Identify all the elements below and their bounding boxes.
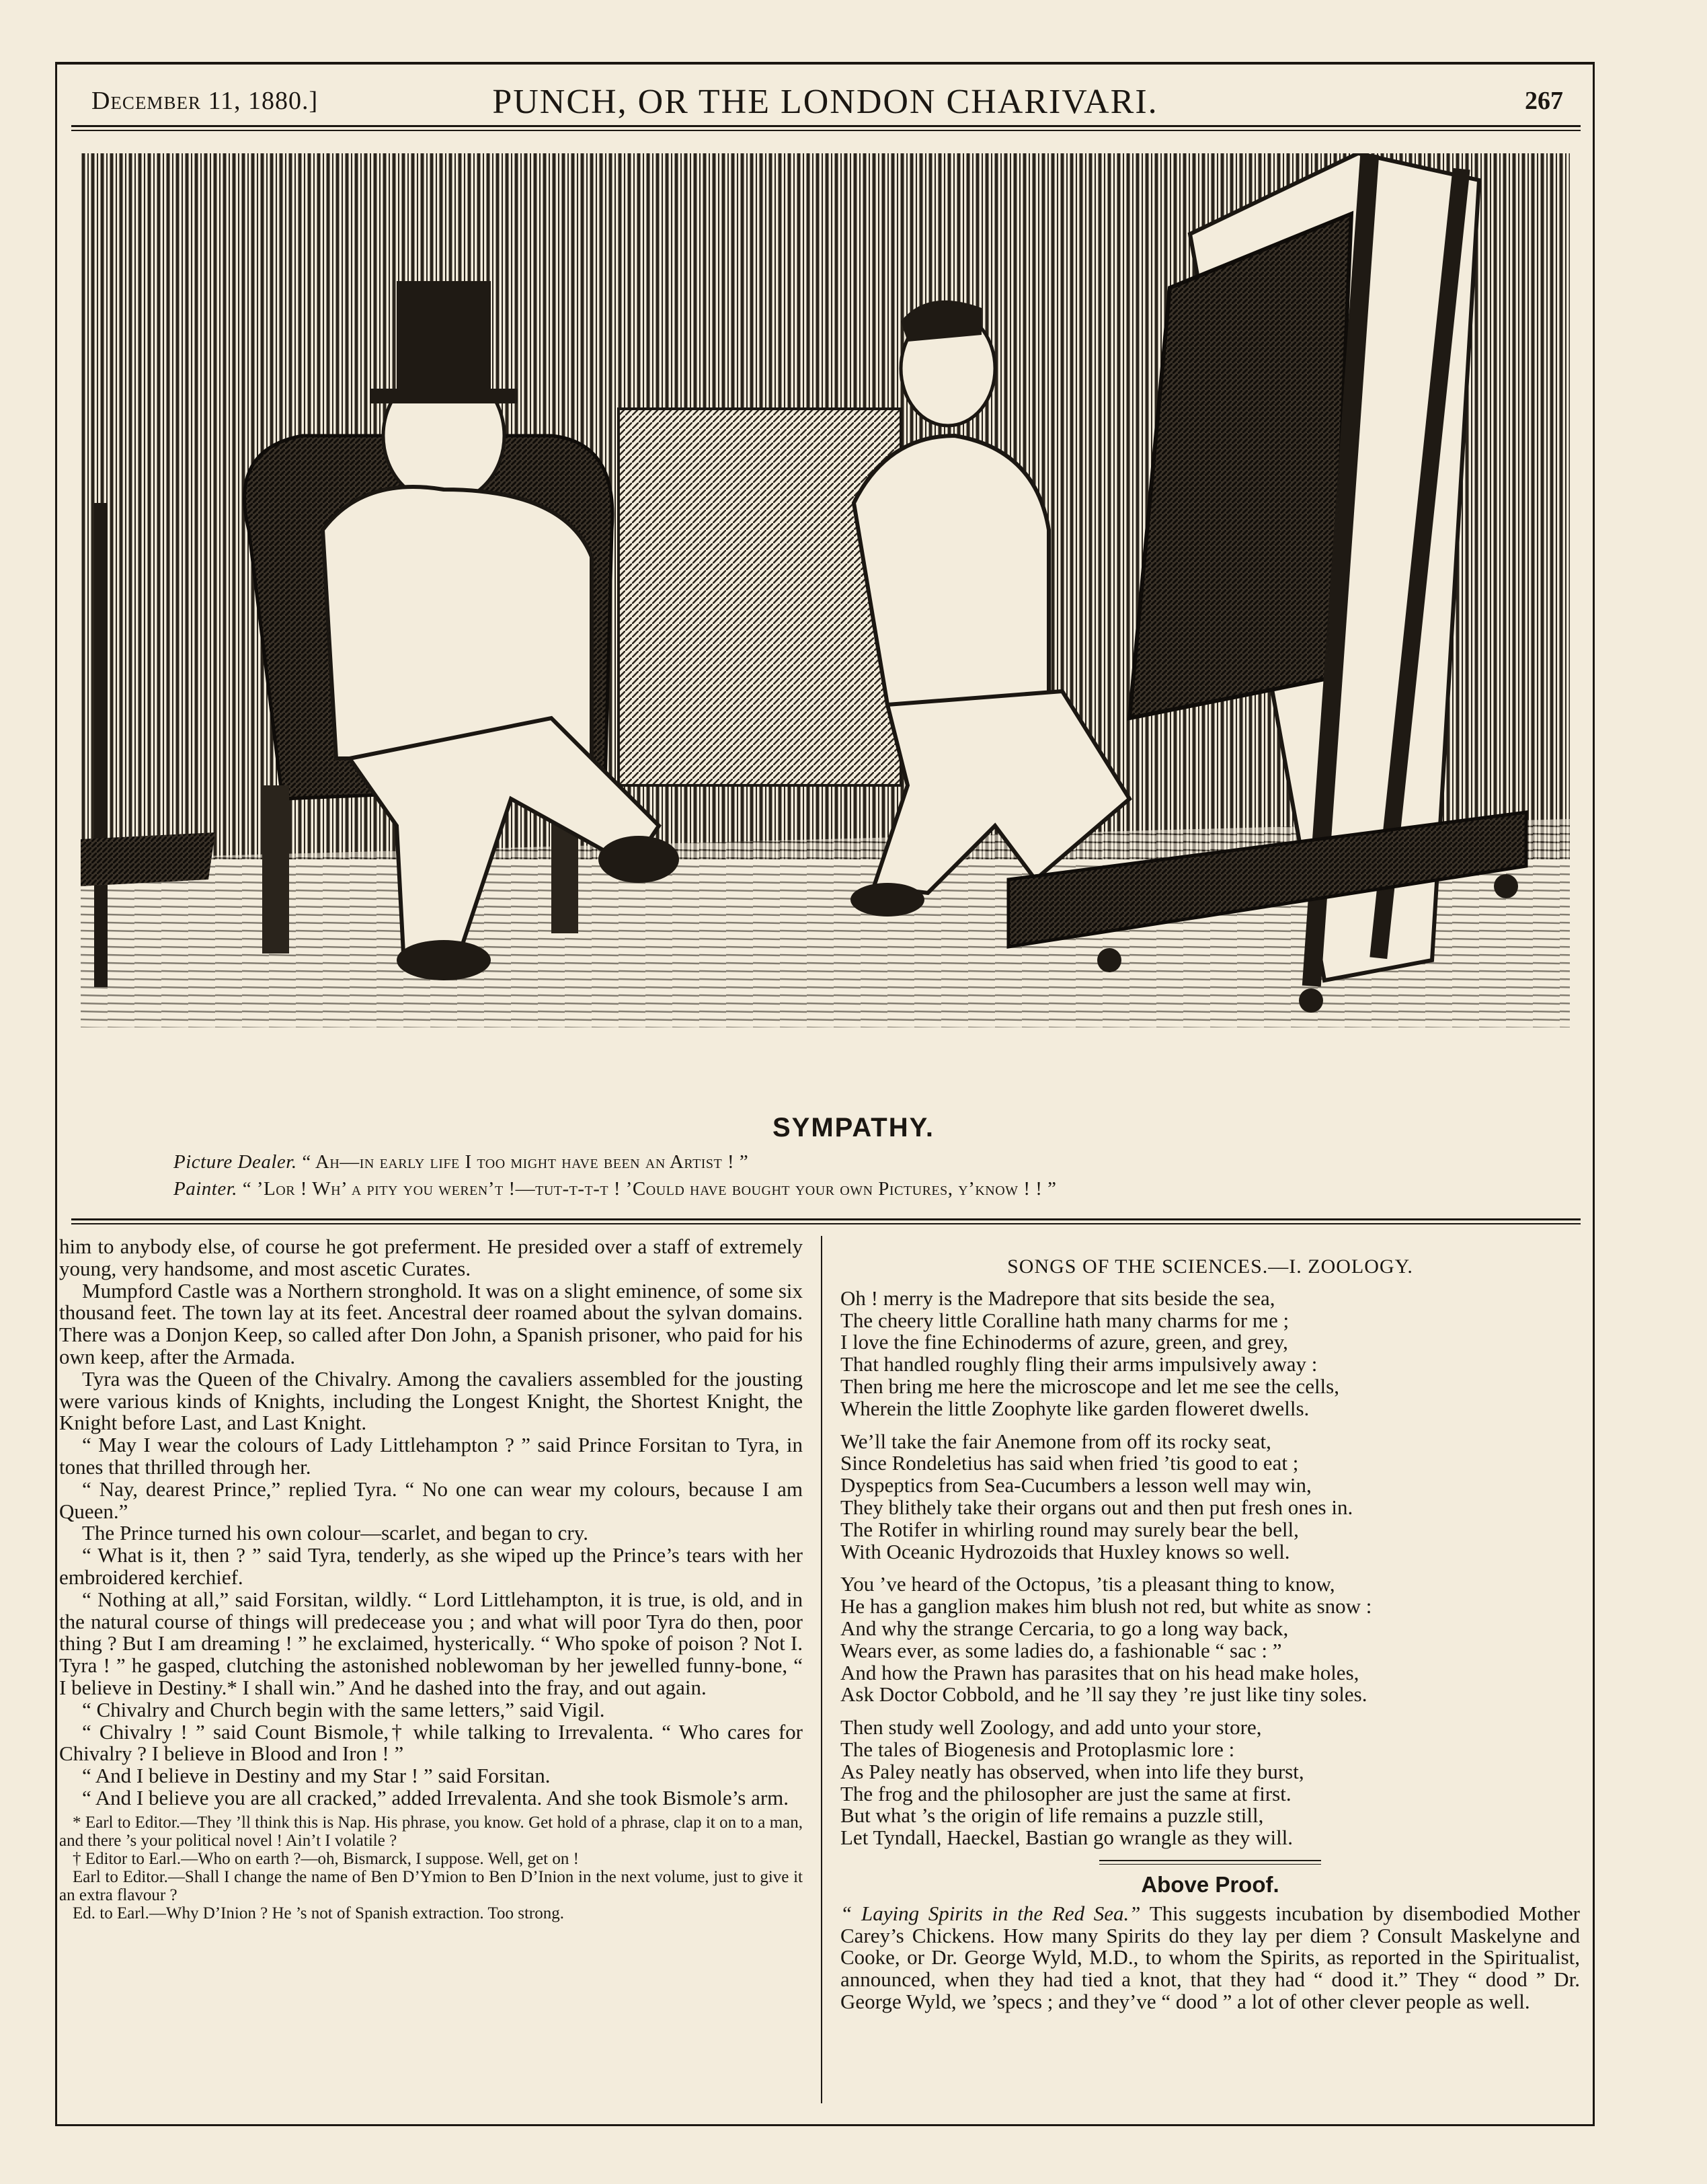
footnote: Ed. to Earl.—Why D’Inion ? He ’s not of Spanish extraction. Too strong. xyxy=(73,1904,564,1922)
footnotes xyxy=(59,1814,803,1922)
paragraph: “ And I believe in Destiny and my Star ! ” said Forsitan. xyxy=(82,1764,551,1788)
songs-title: SONGS OF THE SCIENCES.—I. ZOOLOGY. xyxy=(1007,1255,1413,1278)
cartoon-title: SYMPATHY. xyxy=(772,1113,935,1142)
page-number: 267 xyxy=(1525,87,1563,115)
footnote: * Earl to Editor.—They ’ll think this is Nap. His phrase, you know. Get hold of a phrase, clap it on to a man, and there ’s your political novel ! Ain’t I volatile ? xyxy=(59,1813,803,1850)
caption-line-1 xyxy=(173,1151,748,1173)
right-column xyxy=(840,1256,1580,2013)
verse-line: Ask Doctor Cobbold, and he ’ll say they ’re just like tiny soles. xyxy=(840,1682,1367,1707)
stanza xyxy=(840,1573,1580,1706)
verse-line: Wears ever, as some ladies do, a fashionable “ sac : ” xyxy=(840,1638,1282,1662)
header-rule xyxy=(71,125,1581,131)
caption-rule xyxy=(71,1218,1581,1224)
verse-line: Oh ! merry is the Madrepore that sits beside the sea, xyxy=(840,1286,1275,1310)
verse-line: The cheery little Coralline hath many charms for me ; xyxy=(840,1308,1289,1332)
issue-date: December 11, 1880.] xyxy=(91,87,319,115)
verse-line: They blithely take their organs out and then put fresh ones in. xyxy=(840,1495,1353,1519)
caption-speaker-2: Painter. xyxy=(173,1178,238,1200)
caption-line-2 xyxy=(173,1178,1057,1200)
paragraph: “ What is it, then ? ” said Tyra, tenderly, as she wiped up the Prince’s tears with her embroidered kerchief. xyxy=(59,1543,803,1589)
paragraph: “ May I wear the colours of Lady Littlehampton ? ” said Prince Forsitan to Tyra, in tones that thrilled through her. xyxy=(59,1433,803,1479)
column-divider xyxy=(821,1236,822,2103)
above-proof-text: This suggests incubation by disembodied Mother Carey’s Chickens. How many Spirits do they lay per diem ? Consult Maskelyne and Cooke, or Dr. George Wyld, M.D., to whom the Spirits, as reported in the Spiritualist, announced, when they had tied a knot, that they had “ dood it.” They “ dood ” Dr. George Wyld, we ’specs ; and they’ve “ dood ” a lot of other clever people as well. xyxy=(840,1901,1580,2013)
verse-line: He has a ganglion makes him blush not red, but white as snow : xyxy=(840,1594,1372,1618)
caption-text-2: “ ’Lor ! Wh’ a pity you weren’t !—tut-t-t-t ! ’Could have bought your own Pictures, y’know ! ! ” xyxy=(242,1178,1057,1200)
paragraph: him to anybody else, of course he got preferment. He presided over a staff of extremely young, very handsome, and most ascetic Curates. xyxy=(59,1235,803,1280)
section-rule xyxy=(1099,1860,1321,1865)
verse-line: As Paley neatly has observed, when into life they burst, xyxy=(840,1759,1304,1783)
masthead-title: PUNCH, OR THE LONDON CHARIVARI. xyxy=(492,83,1158,121)
verse-line: The tales of Biogenesis and Protoplasmic lore : xyxy=(840,1737,1235,1761)
verse-line: You ’ve heard of the Octopus, ’tis a pleasant thing to know, xyxy=(840,1572,1335,1596)
verse-line: That handled roughly fling their arms impulsively away : xyxy=(840,1352,1318,1376)
verse-line: I love the fine Echinoderms of azure, green, and grey, xyxy=(840,1330,1288,1354)
verse-line: The Rotifer in whirling round may surely bear the bell, xyxy=(840,1517,1299,1541)
paragraph: Tyra was the Queen of the Chivalry. Among the cavaliers assembled for the jousting were various kinds of Knights, including the Longest Knight, the Shortest Knight, the Knight before Last, and Last Knight. xyxy=(59,1366,803,1435)
verse-line: And how the Prawn has parasites that on his head make holes, xyxy=(840,1660,1359,1684)
paragraph: “ Nay, dearest Prince,” replied Tyra. “ No one can wear my colours, because I am Queen.” xyxy=(59,1477,803,1523)
verse-line: Since Rondeletius has said when fried ’tis good to eat ; xyxy=(840,1451,1299,1475)
caption-text-1: “ Ah—in early life I too might have been an Artist ! ” xyxy=(302,1151,749,1173)
paragraph: “ And I believe you are all cracked,” added Irrevalenta. And she took Bismole’s arm. xyxy=(82,1785,789,1809)
above-proof-title: Above Proof. xyxy=(1141,1871,1279,1897)
stanza xyxy=(840,1288,1580,1420)
paragraph: The Prince turned his own colour—scarlet, and began to cry. xyxy=(82,1521,588,1545)
paragraph: “ Nothing at all,” said Forsitan, wildly. “ Lord Littlehampton, it is true, is old, and in the natural course of things will predecease you ; and what will poor Tyra do then, poor thing ? But I am dreaming ! ” he exclaimed, hysterically. “ Who spoke of poison ? Not I. Tyra ! ” he gasped, clutching the astonished noblewoman by her jewelled funny-bone, “ I believe in Destiny.* I shall win.” And he dashed into the fray, and out again. xyxy=(59,1587,803,1699)
above-proof-quote: “ Laying Spirits in the Red Sea.” xyxy=(840,1901,1141,1925)
paragraph: Mumpford Castle was a Northern stronghold. It was on a slight eminence, of some six thousand feet. The town lay at its feet. Ancestral deer roamed about the sylvan domains. There was a Donjon Keep, so called after Don John, a Spanish prisoner, who paid for his own keep, after the Armada. xyxy=(59,1278,803,1368)
left-column xyxy=(59,1236,803,1922)
verse-line: Then study well Zoology, and add unto your store, xyxy=(840,1715,1262,1740)
verse-line: And why the strange Cercaria, to go a long way back, xyxy=(840,1616,1289,1640)
stanza xyxy=(840,1717,1580,1849)
cartoon-illustration xyxy=(81,153,1570,1095)
above-proof-paragraph xyxy=(840,1903,1580,2013)
footnote: Earl to Editor.—Shall I change the name of Ben D’Ymion to Ben D’Inion in the next volume, just to give it an extra flavour ? xyxy=(59,1867,803,1904)
paragraph: “ Chivalry and Church begin with the same letters,” said Vigil. xyxy=(82,1697,605,1721)
verse-line: Let Tyndall, Haeckel, Bastian go wrangle as they will. xyxy=(840,1826,1294,1850)
caption-speaker-1: Picture Dealer. xyxy=(173,1151,297,1173)
verse-line: We’ll take the fair Anemone from off its rocky seat, xyxy=(840,1429,1271,1453)
verse-line: But what ’s the origin of life remains a puzzle still, xyxy=(840,1803,1264,1828)
verse-line: Wherein the little Zoophyte like garden floweret dwells. xyxy=(840,1396,1310,1420)
paragraph: “ Chivalry ! ” said Count Bismole,† while talking to Irrevalenta. “ Who cares for Chivalry ? I believe in Blood and Iron ! ” xyxy=(59,1719,803,1766)
verse-line: With Oceanic Hydrozoids that Huxley knows so well. xyxy=(840,1539,1290,1563)
verse-line: The frog and the philosopher are just the same at first. xyxy=(840,1781,1292,1805)
stanza xyxy=(840,1431,1580,1563)
verse-line: Dyspeptics from Sea-Cucumbers a lesson well may win, xyxy=(840,1473,1312,1497)
footnote: † Editor to Earl.—Who on earth ?—oh, Bismarck, I suppose. Well, get on ! xyxy=(73,1849,579,1868)
verse-line: Then bring me here the microscope and let me see the cells, xyxy=(840,1374,1339,1398)
